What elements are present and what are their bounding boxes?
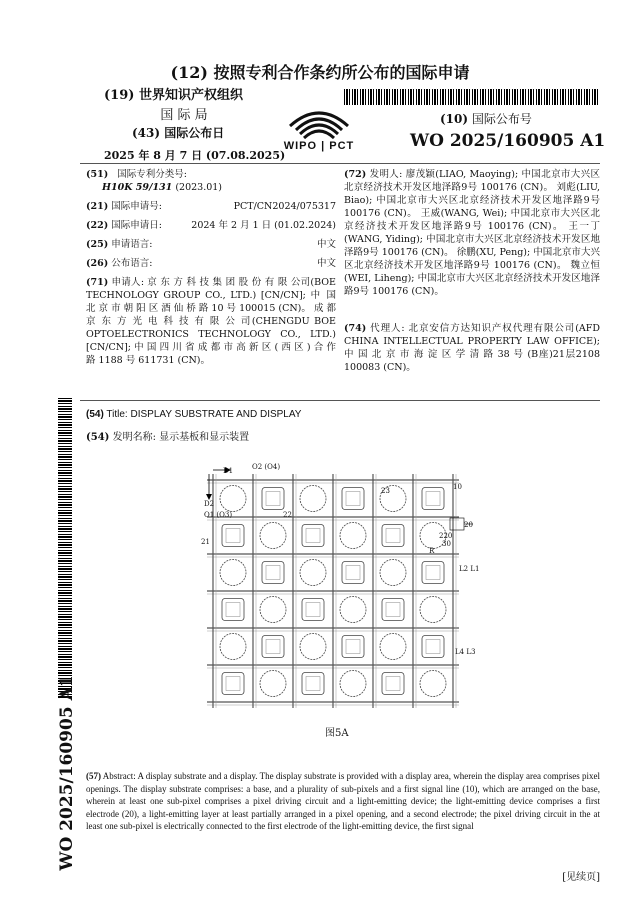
top-barcode <box>344 89 600 105</box>
pixel-cell <box>222 525 244 547</box>
title-zh: (54) 发明名称: 显示基板和显示装置 <box>86 432 250 443</box>
pixel-cell <box>422 488 444 510</box>
pixel-cell <box>302 673 324 695</box>
pubno-num: (10) <box>440 112 469 126</box>
pixel-cell <box>382 525 404 547</box>
org-name: 世界知识产权组织 <box>138 88 243 103</box>
pixel-cell <box>222 673 244 695</box>
label-23: 23 <box>381 487 390 495</box>
pixel-cell <box>260 523 286 549</box>
pixel-cell <box>262 488 284 510</box>
label-l4l3: L4 L3 <box>455 648 476 656</box>
pixel-cell <box>260 671 286 697</box>
pixel-cell <box>340 597 366 623</box>
filing-date: 2024 年 2 月 1 日 (01.02.2024) <box>191 220 336 231</box>
label-220: 220 <box>439 532 453 540</box>
wipo-org-block <box>104 84 264 123</box>
pixel-cell <box>382 599 404 621</box>
label-10: 10 <box>453 483 462 491</box>
pubdate-label: 国际公布日 <box>164 126 225 140</box>
field-71-applicants: (71) 申请人: 京 东 方 科 技 集 团 股 份 有 限 公司(BOE TECHNOLOGY GROUP CO., LTD.) [CN/CN]; 中 国 北 京 市 朝 阳 区 酒 仙 桥 路 10 号 100015 (CN)。 成 都 京 东 方 光 电 科 技 有 限 公 司(CHENGDU BOE OPTOELECTRONICS TECHNOLOGY CO., LTD.) [CN/CN]; 中 国 四 川 省 成 都 市 高 新 区 ( 西 区 ) 合 作 路 1188 号 611731 (CN)。 <box>86 277 336 366</box>
pixel-cell <box>380 634 406 660</box>
pixel-cell <box>420 671 446 697</box>
pixel-cell <box>302 599 324 621</box>
pixel-cell <box>220 634 246 660</box>
pixel-cell <box>300 634 326 660</box>
pixel-cell <box>302 525 324 547</box>
org-subname: 国 际 局 <box>160 108 208 123</box>
pixel-cell <box>262 636 284 658</box>
pixel-cell <box>222 599 244 621</box>
pubdate-block <box>104 124 285 163</box>
field-74-agent: (74) 代理人: 北京安信方达知识产权代理有限公司(AFD CHINA INTELLECTUAL PROPERTY LAW OFFICE); 中 国 北 京 市 海 淀 区 学 清 路 38 号 (B座)21层2108 100083 (CN)。 <box>344 323 600 373</box>
label-d2: D2 <box>204 500 215 508</box>
pixel-cell <box>422 562 444 584</box>
document-title: (12) 按照专利合作条约所公布的国际申请 <box>170 63 470 82</box>
pixel-cell <box>220 486 246 512</box>
field-51: (51) 国际专利分类号: H10K 59/131 (2023.01) <box>86 169 223 193</box>
ipc-code: H10K 59/131 <box>102 182 173 193</box>
label-o2: O2 (O4) <box>252 463 281 471</box>
pixel-cell <box>342 488 364 510</box>
pixel-cell <box>340 523 366 549</box>
wipo-logo <box>276 96 362 156</box>
abstract-text: Abstract: A display substrate and a display. The display substrate is provided with a display area, wherein the display area comprises pixel openings. The display substrate comprises: a base, and a plurality of sub-pixels and a first signal line (10), which are arranged on the base, wherein at least one sub-pixel comprises a pixel driving circuit and a light-emitting device; the light-emitting device comprises a first electrode (20), a light-emitting layer at least partially arranged in a pixel opening, and a second electrode; the pixel driving circuit in the at least one sub-pixel is electrically connected to the first electrode of the light-emitting device, the first signal <box>86 771 600 831</box>
label-20: 20 <box>464 521 473 529</box>
label-r: R <box>429 547 435 555</box>
pixel-cell <box>342 562 364 584</box>
side-publication-number: WO 2025/160905 A1 <box>57 675 77 871</box>
pubno-value: WO 2025/160905 A1 <box>410 131 606 151</box>
org-num: (19) <box>104 88 135 103</box>
figure-5a <box>195 460 485 730</box>
label-30: 30 <box>442 540 451 548</box>
pixel-cell <box>342 636 364 658</box>
pixel-cell <box>262 562 284 584</box>
body-divider <box>80 400 600 401</box>
pixel-cell <box>420 597 446 623</box>
pixel-cell <box>260 597 286 623</box>
publication-language: 中文 <box>316 258 336 269</box>
pixel-cell <box>422 636 444 658</box>
pixel-cell <box>340 671 366 697</box>
title-en: (54) Title: DISPLAY SUBSTRATE AND DISPLAY <box>86 409 302 420</box>
pixel-array-diagram <box>195 460 485 730</box>
label-l2l1: L2 L1 <box>459 565 480 573</box>
field-72-inventors: (72) 发明人: 廖茂颖(LIAO, Maoying); 中国北京市大兴区北京经济技术开发区地泽路9号 100176 (CN)。 刘彪(LIU, Biao); 中国北京市大兴区北京经济技术开发区地泽路9号 100176 (CN)。 王威(WANG, Wei); 中国北京市大兴区北京经济技术开发区地泽路9号 100176 (CN)。 王一丁(WANG, Yiding); 中国北京市大兴区北京经济技术开发区地泽路9号 100176 (CN)。 徐鹏(XU, Peng); 中国北京市大兴区北京经济技术开发区地泽路9号 100176 (CN)。 魏立恒(WEI, Liheng); 中国北京市大兴区北京经济技术开发区地泽路9号 100176 (CN)。 <box>344 169 600 297</box>
label-22: 22 <box>283 511 292 519</box>
pubno-block <box>410 110 610 151</box>
label-21: 21 <box>201 538 210 546</box>
logo-text: WIPO | PCT <box>283 140 355 152</box>
pixel-cell <box>380 560 406 586</box>
pubdate-num: (43) <box>132 126 161 140</box>
pubdate-value: 2025 年 8 月 7 日 (07.08.2025) <box>104 149 286 162</box>
continued-marker: [见续页] <box>562 872 600 883</box>
pixel-cell <box>300 560 326 586</box>
label-o1: O1 (O3) <box>204 511 233 519</box>
filing-language: 中文 <box>316 239 336 250</box>
header-divider <box>80 163 600 164</box>
application-number: PCT/CN2024/075317 <box>233 201 336 212</box>
abstract: (57) Abstract: A display substrate and a display. The display substrate is provided with a display area, wherein the display area comprises pixel openings. The display substrate comprises: a base, and a plurality of sub-pixels and a first signal line (10), which are arranged on the base, wherein at least one sub-pixel comprises a pixel driving circuit and a light-emitting device; the light-emitting device comprises a first electrode (20), a light-emitting layer at least partially arranged in a pixel opening, and a second electrode; the pixel driving circuit in the at least one sub-pixel is electrically connected to the first electrode of the light-emitting device, the first signal <box>86 771 600 831</box>
label-d1: D1 <box>223 467 234 475</box>
pubno-label: 国际公布号 <box>471 112 532 126</box>
figure-caption: 图5A <box>325 728 349 739</box>
pixel-cell <box>220 560 246 586</box>
pixel-cell <box>300 486 326 512</box>
pixel-cell <box>382 673 404 695</box>
